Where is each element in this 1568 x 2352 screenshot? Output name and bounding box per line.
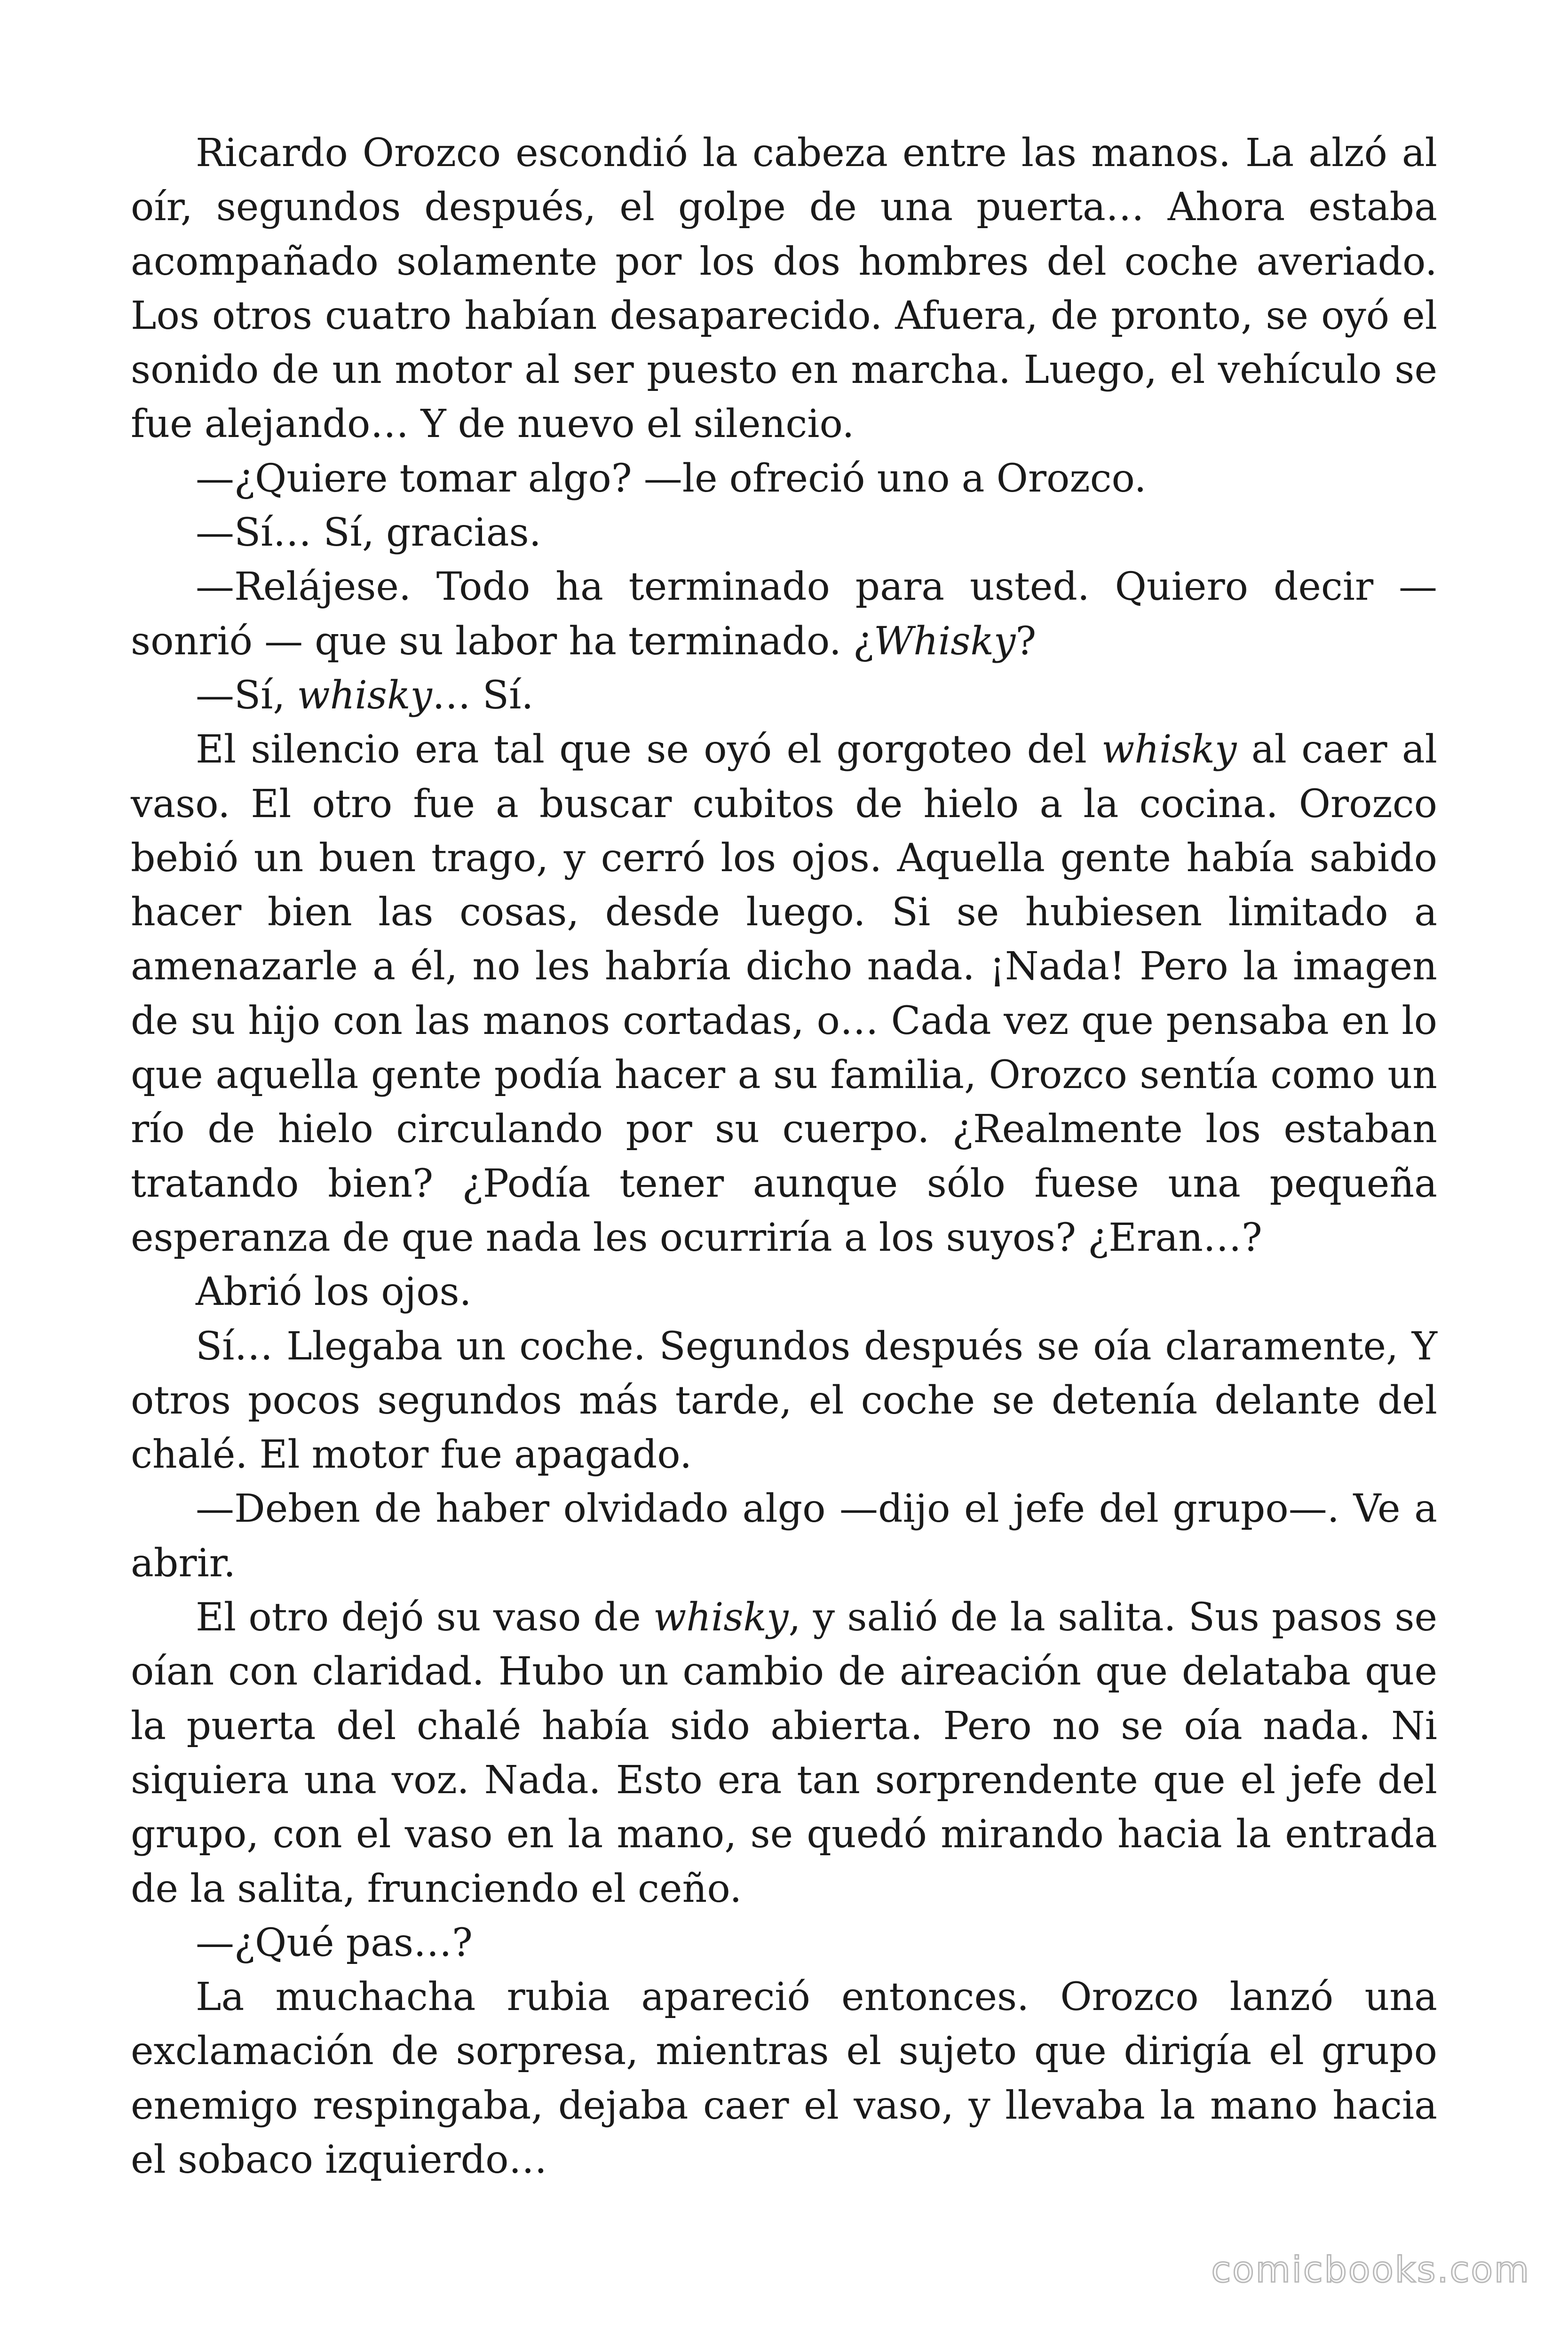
paragraph (131, 560, 1437, 668)
text-run: La muchacha rubia apareció entonces. Orozco lanzó una exclamación de sorpresa, mientras el sujeto que dirigía el grupo enemigo respingaba, dejaba caer el vaso, y llevaba la mano hacia el sobaco izquierdo… (131, 1975, 1437, 2182)
paragraph (131, 723, 1437, 1265)
italic-run: whisky (297, 673, 432, 718)
paragraph (131, 1482, 1437, 1590)
text-run: El otro dejó su vaso de (196, 1595, 654, 1640)
text-run: Sí… Llegaba un coche. Segundos después se oía claramente, Y otros pocos segundos más tarde, el coche se detenía delante del chalé. El motor fue apagado. (131, 1324, 1437, 1478)
paragraph (131, 1319, 1437, 1482)
text-run: … Sí. (432, 673, 534, 718)
text-run: —Relájese. Todo ha terminado para usted. Quiero decir —sonrió — que su labor ha terminado. ¿ (131, 564, 1437, 664)
text-run: al caer al vaso. El otro fue a buscar cubitos de hielo a la cocina. Orozco bebió un buen trago, y cerró los ojos. Aquella gente había sabido hacer bien las cosas, desde luego. Si se hubiesen limitado a amenazarle a él, no les habría dicho nada. ¡Nada! Pero la imagen de su hijo con las manos cortadas, o… Cada vez que pensaba en lo que aquella gente podía hacer a su familia, Orozco sentía como un río de hielo circulando por su cuerpo. ¿Realmente los estaban tratando bien? ¿Podía tener aunque sólo fuese una pequeña esperanza de que nada les ocurriría a los suyos? ¿Eran…? (131, 727, 1437, 1260)
paragraph (131, 1916, 1437, 1970)
text-run: ? (1015, 619, 1037, 664)
text-run: —¿Quiere tomar algo? —le ofreció uno a Orozco. (196, 456, 1147, 501)
text-run: —Sí… Sí, gracias. (196, 510, 541, 556)
italic-run: Whisky (873, 619, 1016, 664)
text-run: Ricardo Orozco escondió la cabeza entre las manos. La alzó al oír, segundos después, el golpe de una puerta… Ahora estaba acompañado solamente por los dos hombres del coche averiado. Los otros cuatro habían desaparecido. Afuera, de pronto, se oyó el sonido de un motor al ser puesto en marcha. Luego, el vehículo se fue alejando… Y de nuevo el silencio. (131, 131, 1437, 447)
page-body-text (131, 126, 1437, 2187)
text-run: Abrió los ojos. (196, 1270, 472, 1315)
paragraph (131, 452, 1437, 506)
paragraph (131, 1265, 1437, 1319)
watermark: comicbooks.com (1211, 2249, 1530, 2290)
paragraph (131, 126, 1437, 452)
text-run: —¿Qué pas…? (196, 1920, 473, 1965)
paragraph (131, 668, 1437, 723)
text-run: —Deben de haber olvidado algo —dijo el jefe del grupo—. Ve a abrir. (131, 1486, 1437, 1586)
paragraph (131, 506, 1437, 560)
text-run: —Sí, (196, 673, 297, 718)
paragraph (131, 1970, 1437, 2187)
text-run: El silencio era tal que se oyó el gorgoteo del (196, 727, 1102, 772)
text-run: , y salió de la salita. Sus pasos se oían con claridad. Hubo un cambio de aireación que delataba que la puerta del chalé había sido abierta. Pero no se oía nada. Ni siquiera una voz. Nada. Esto era tan sorprendente que el jefe del grupo, con el vaso en la mano, se quedó mirando hacia la entrada de la salita, frunciendo el ceño. (131, 1595, 1437, 1911)
paragraph (131, 1590, 1437, 1916)
italic-run: whisky (1101, 727, 1237, 772)
italic-run: whisky (653, 1595, 789, 1640)
